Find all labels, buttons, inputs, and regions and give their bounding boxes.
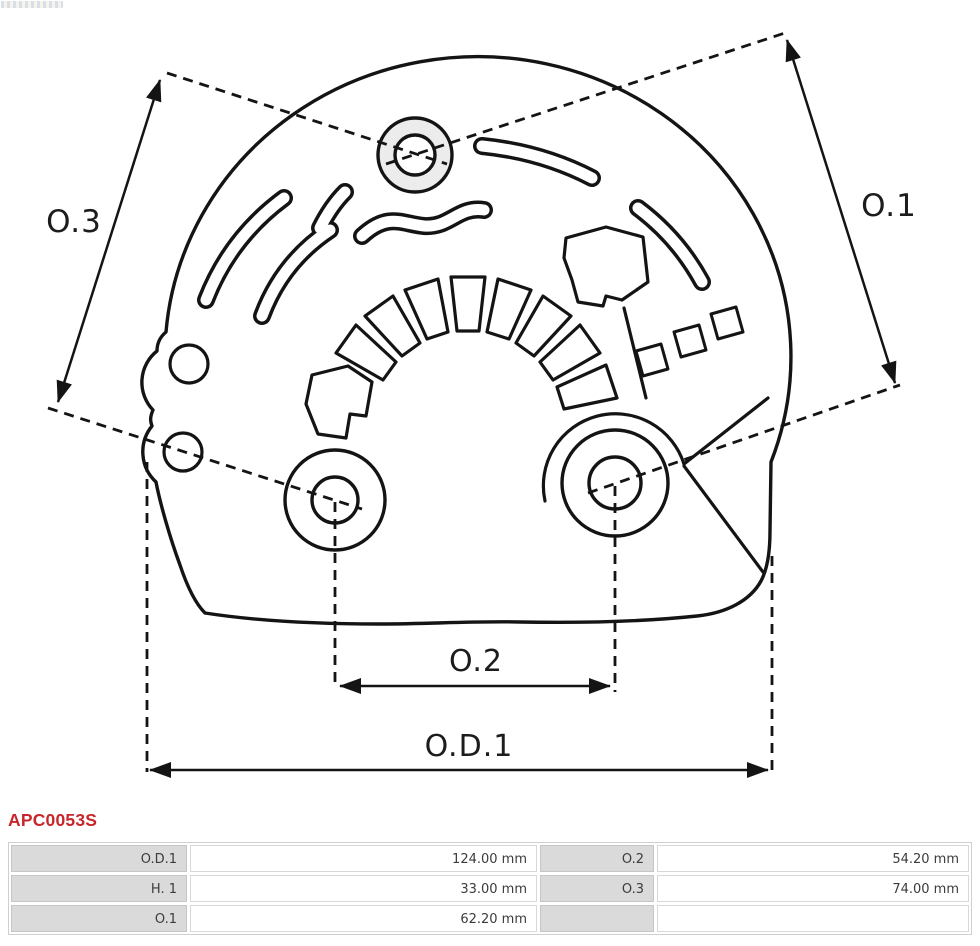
dim-label-o1: O.1 xyxy=(861,188,917,224)
part-number-heading: APC0053S xyxy=(8,810,98,830)
spec-value-cell: 62.20 mm xyxy=(190,905,537,932)
dim-label-od1: O.D.1 xyxy=(424,729,514,764)
mounting-hole-left xyxy=(285,450,385,550)
spec-label-cell: O.D.1 xyxy=(11,845,187,872)
spec-label-cell: H. 1 xyxy=(11,875,187,902)
spec-label-cell: O.2 xyxy=(540,845,654,872)
dim-label-o2: O.2 xyxy=(448,644,504,679)
spec-table xyxy=(8,842,972,935)
spec-value-cell: 124.00 mm xyxy=(190,845,537,872)
spec-label-cell: O.3 xyxy=(540,875,654,902)
dim-o3-arrow xyxy=(58,80,160,402)
spec-label-cell: O.1 xyxy=(11,905,187,932)
spec-value-cell: 33.00 mm xyxy=(190,875,537,902)
dim-label-o3: O.3 xyxy=(46,204,102,240)
upper-edge-hole xyxy=(170,345,208,383)
spec-label-cell xyxy=(540,905,654,932)
spec-value-cell: 74.00 mm xyxy=(657,875,969,902)
spec-value-cell: 54.20 mm xyxy=(657,845,969,872)
spec-value-cell xyxy=(657,905,969,932)
